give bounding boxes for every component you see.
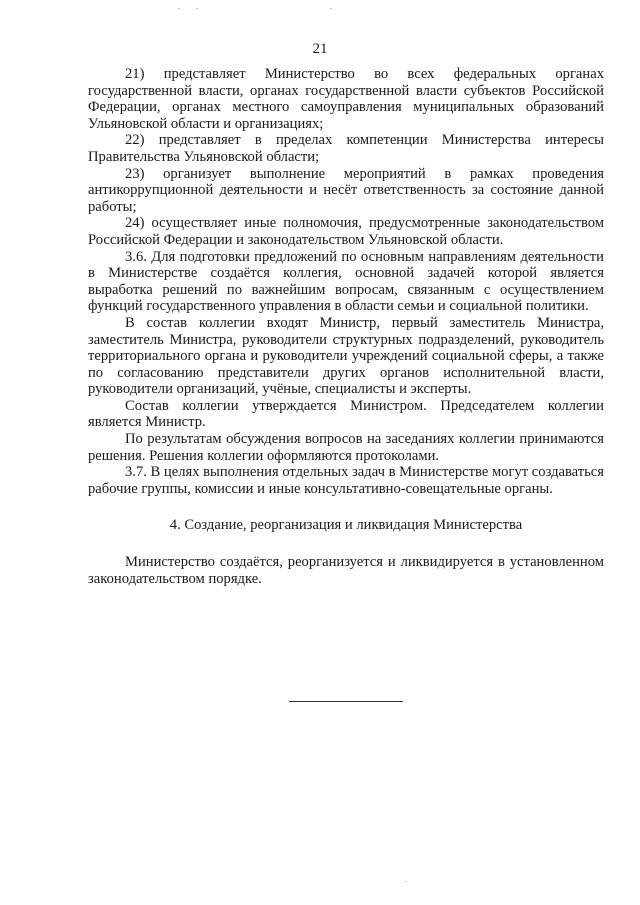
scan-artifact [405,881,407,882]
paragraph-item-23: 23) организует выполнение мероприятий в рамках проведения антикоррупционной деятельности и несёт ответственность за состояние данной работы; [88,165,604,215]
end-of-document-rule [289,701,403,702]
paragraph-collegium-decisions: По результатам обсуждения вопросов на заседаниях коллегии принимаются решения. Решения коллегии оформляются протоколами. [88,431,604,464]
paragraph-3-7: 3.7. В целях выполнения отдельных задач в Министерстве могут создаваться рабочие группы, комиссии и иные консультативно-совещательные органы. [88,464,604,497]
paragraph-collegium-chair: Состав коллегии утверждается Министром. Председателем коллегии является Министр. [88,397,604,431]
scan-artifact [178,8,180,9]
paragraph-collegium-composition: В состав коллегии входят Министр, первый заместитель Министра, заместитель Министра, руководители структурных подразделений, руководитель территориального органа и руководители учреждений социальной сферы, а также по согласованию представители других органов исполнительной власти, руководители организаций, учёные, специалисты и эксперты. [88,314,604,398]
paragraph-item-22: 22) представляет в пределах компетенции Министерства интересы Правительства Ульяновской области; [88,132,604,165]
document-body [88,66,604,587]
paragraph-3-6: 3.6. Для подготовки предложений по основным направлениям деятельности в Министерстве создаётся коллегия, основной задачей которой является выработка решений по важнейшим вопросам, связанным с осуществлением функций государственного управления в области семьи и социальной политики. [88,248,604,315]
scan-artifact [330,8,332,9]
scan-artifact [196,8,198,9]
paragraph-item-24: 24) осуществляет иные полномочия, предусмотренные законодательством Российской Федерации и законодательством Ульяновской области. [88,215,604,248]
paragraph-final: Министерство создаётся, реорганизуется и ликвидируется в установленном законодательством порядке. [88,554,604,587]
section-4-heading: 4. Создание, реорганизация и ликвидация Министерства [169,517,523,534]
page-number: 21 [312,41,328,57]
paragraph-item-21: 21) представляет Министерство во всех федеральных органах государственной власти, органах государственной власти субъектов Российской Федерации, органах местного самоуправления муниципальных образований Ульяновской области и организациях; [88,66,604,132]
